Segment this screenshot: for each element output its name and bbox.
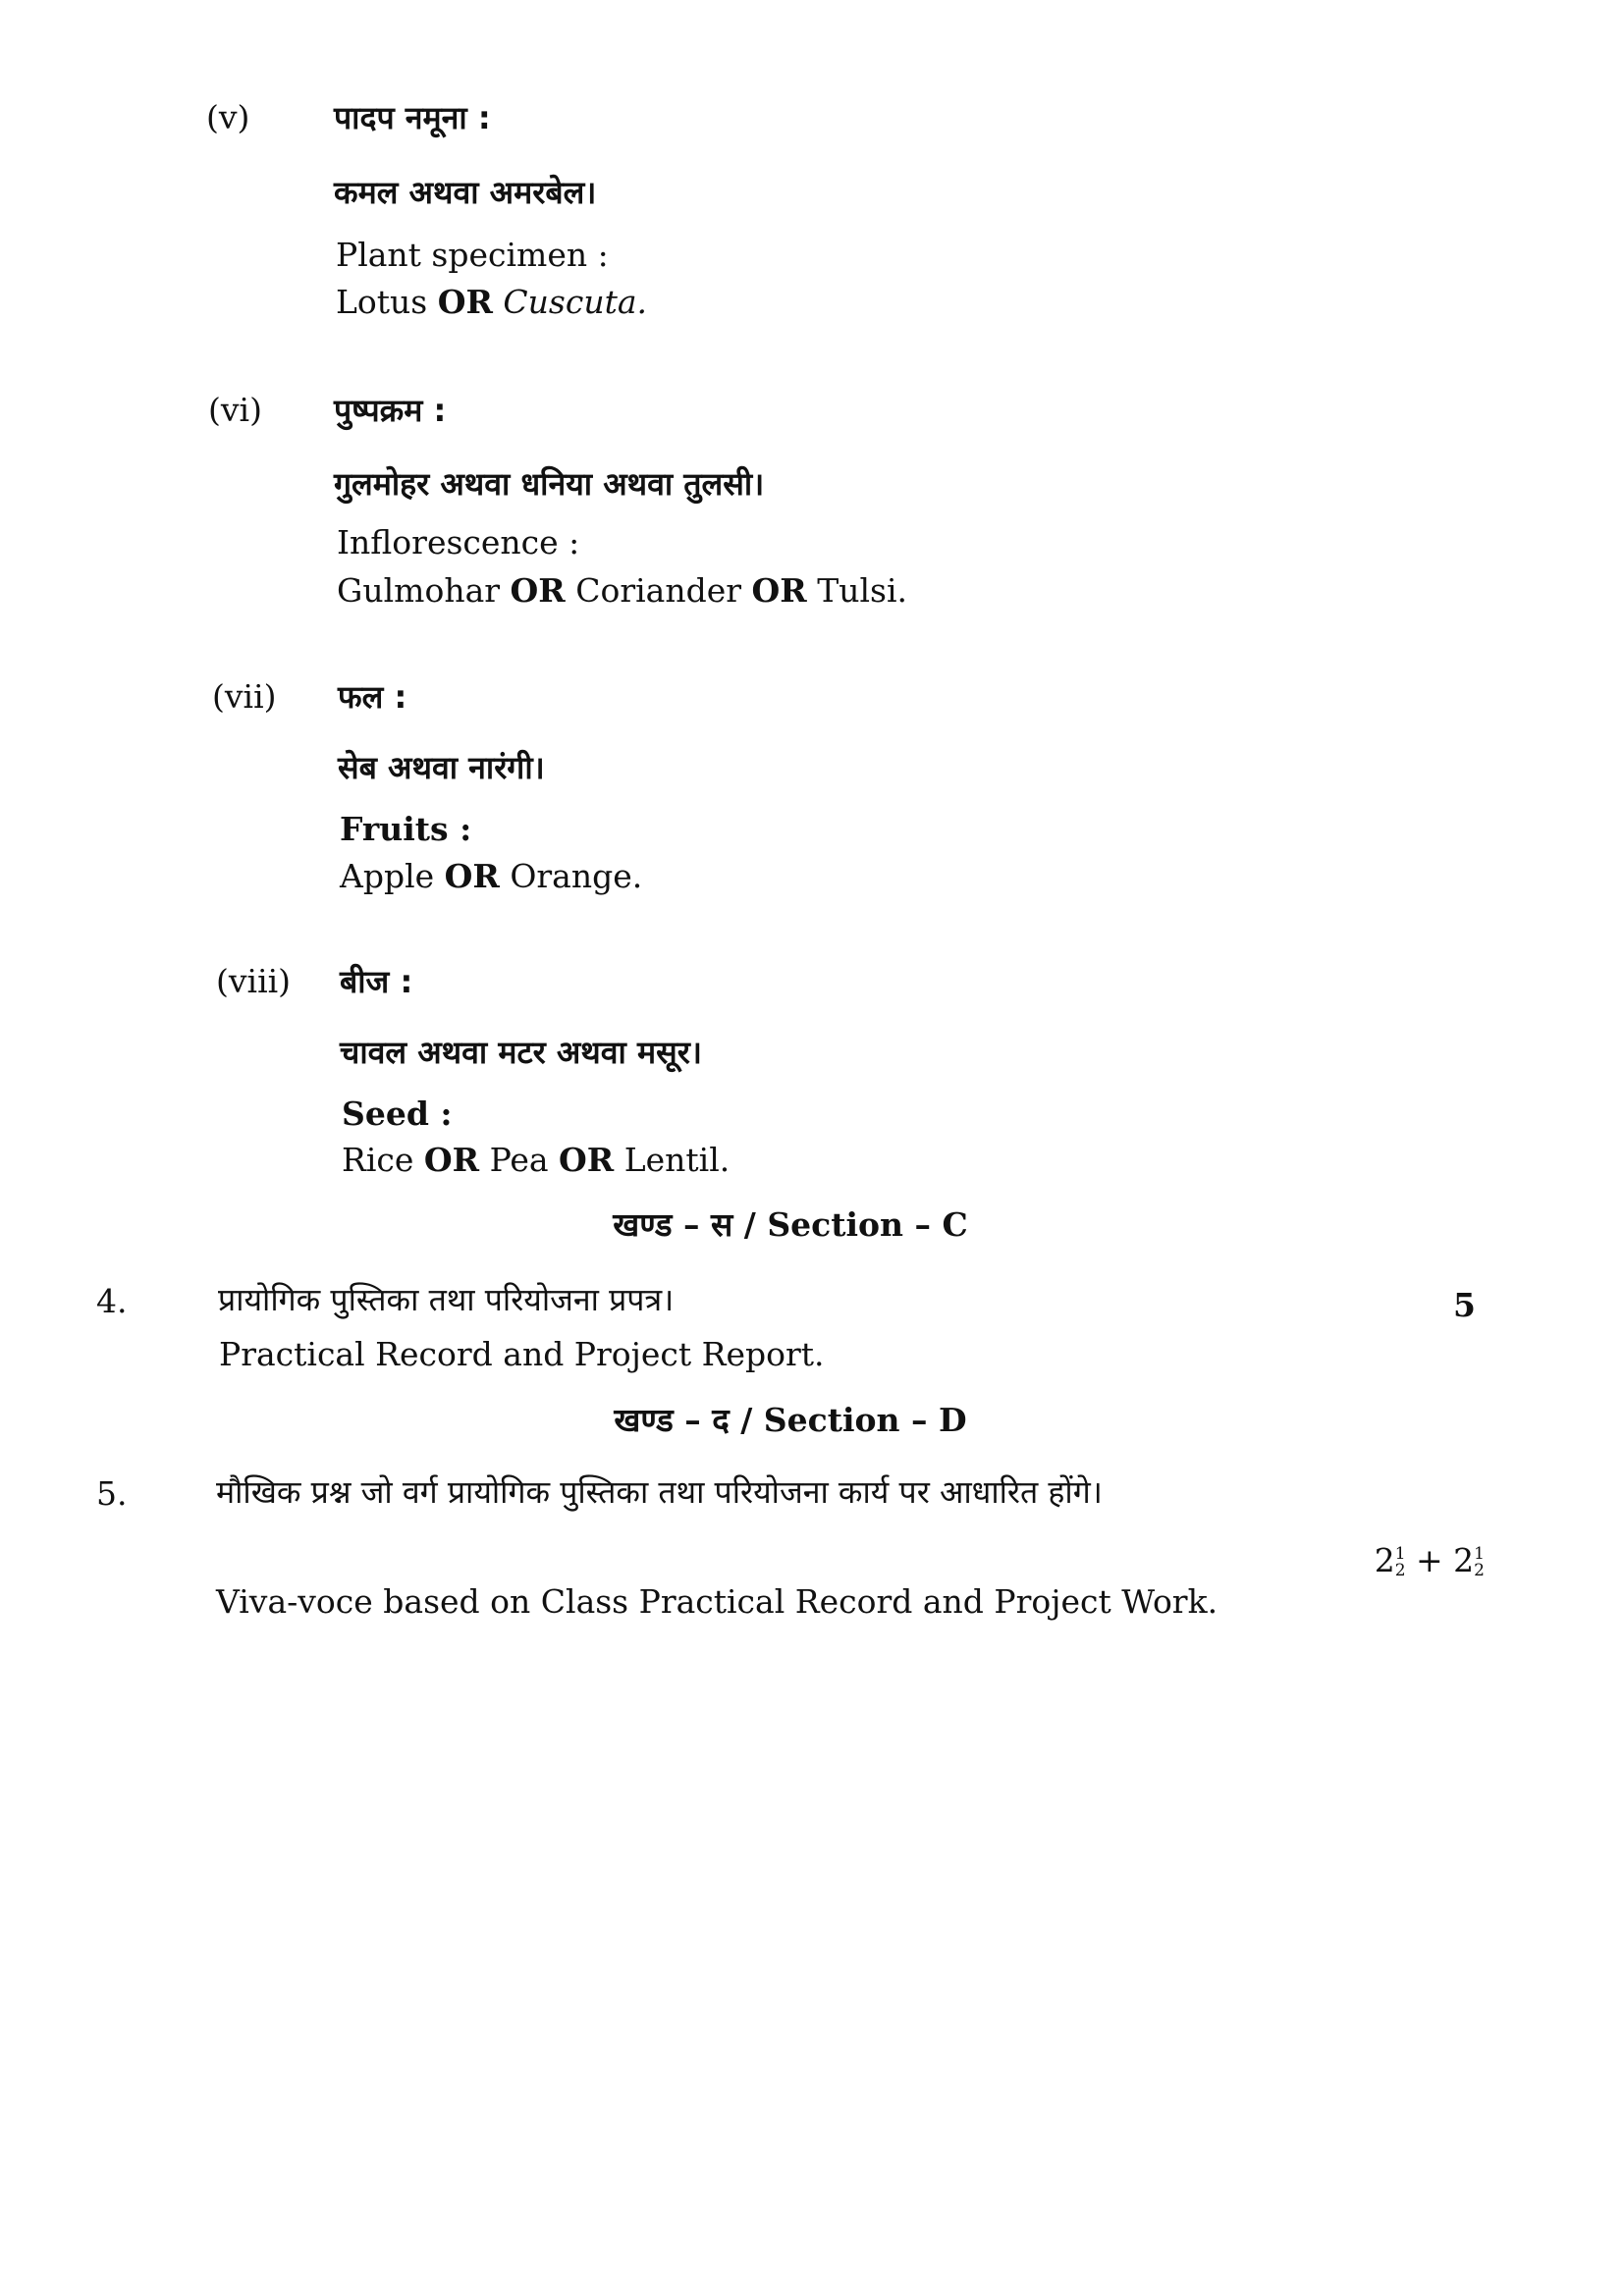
item-title: Fruits :	[340, 810, 472, 848]
question-marks: 5	[1453, 1286, 1476, 1324]
option: Lotus	[336, 283, 428, 321]
option: Orange.	[510, 857, 643, 895]
question-english: Viva-voce based on Class Practical Record and Project Work.	[216, 1582, 1218, 1621]
item-hindi-body: चावल अथवा मटर अथवा मसूर।	[340, 1034, 702, 1071]
question-number: 4.	[96, 1282, 128, 1320]
item-title: Plant specimen :	[336, 236, 609, 274]
question-hindi: प्रायोगिक पुस्तिका तथा परियोजना प्रपत्र।	[218, 1281, 675, 1318]
fraction-denominator: 2	[1394, 1561, 1406, 1580]
fraction-denominator: 2	[1474, 1561, 1485, 1580]
marks-fraction	[1474, 1546, 1485, 1579]
option: Tulsi.	[817, 571, 907, 610]
option: Lentil.	[623, 1141, 731, 1179]
marks-fraction	[1395, 1546, 1406, 1579]
or-word: OR	[559, 1141, 615, 1179]
option: Coriander	[575, 571, 742, 610]
marks-whole: 2	[1453, 1541, 1475, 1579]
item-options	[340, 857, 642, 896]
item-hindi-title: बीज :	[340, 963, 413, 1000]
item-number: (vi)	[208, 391, 262, 429]
item-number: (v)	[206, 98, 250, 136]
item-options	[336, 283, 647, 322]
or-word: OR	[751, 571, 807, 610]
option: Pea	[489, 1141, 549, 1179]
item-hindi-title: पादप नमूना :	[334, 99, 491, 136]
option: Cuscuta.	[503, 283, 648, 321]
item-hindi-title: फल :	[338, 678, 407, 716]
question-hindi: मौखिक प्रश्न जो वर्ग प्रायोगिक पुस्तिका तथा परियोजना कार्य पर आधारित होंगे।	[216, 1473, 1103, 1511]
or-word: OR	[437, 283, 493, 321]
option: Apple	[340, 857, 435, 895]
question-marks	[1375, 1541, 1485, 1580]
marks-whole: 2	[1374, 1541, 1395, 1579]
option: Rice	[342, 1141, 414, 1179]
item-number: (viii)	[216, 962, 292, 1000]
item-options	[342, 1141, 730, 1180]
item-hindi-body: गुलमोहर अथवा धनिया अथवा तुलसी।	[334, 465, 765, 503]
option: Gulmohar	[337, 571, 501, 610]
item-title: Seed :	[342, 1095, 453, 1133]
item-hindi-title: पुष्पक्रम :	[334, 392, 447, 429]
item-hindi-body: सेब अथवा नारंगी।	[338, 749, 545, 786]
section-d-heading: खण्ड – द / Section – D	[614, 1401, 967, 1439]
or-word: OR	[444, 857, 500, 895]
fraction-numerator: 1	[1474, 1544, 1485, 1564]
item-number: (vii)	[212, 677, 277, 716]
question-english: Practical Record and Project Report.	[219, 1335, 825, 1373]
item-options	[337, 571, 907, 611]
marks-plus: +	[1416, 1541, 1443, 1579]
fraction-numerator: 1	[1394, 1544, 1406, 1564]
section-c-heading: खण्ड – स / Section – C	[613, 1205, 968, 1244]
or-word: OR	[510, 571, 566, 610]
item-hindi-body: कमल अथवा अमरबेल।	[334, 174, 597, 211]
question-number: 5.	[96, 1474, 128, 1513]
or-word: OR	[423, 1141, 480, 1179]
item-title: Inflorescence :	[337, 523, 580, 561]
